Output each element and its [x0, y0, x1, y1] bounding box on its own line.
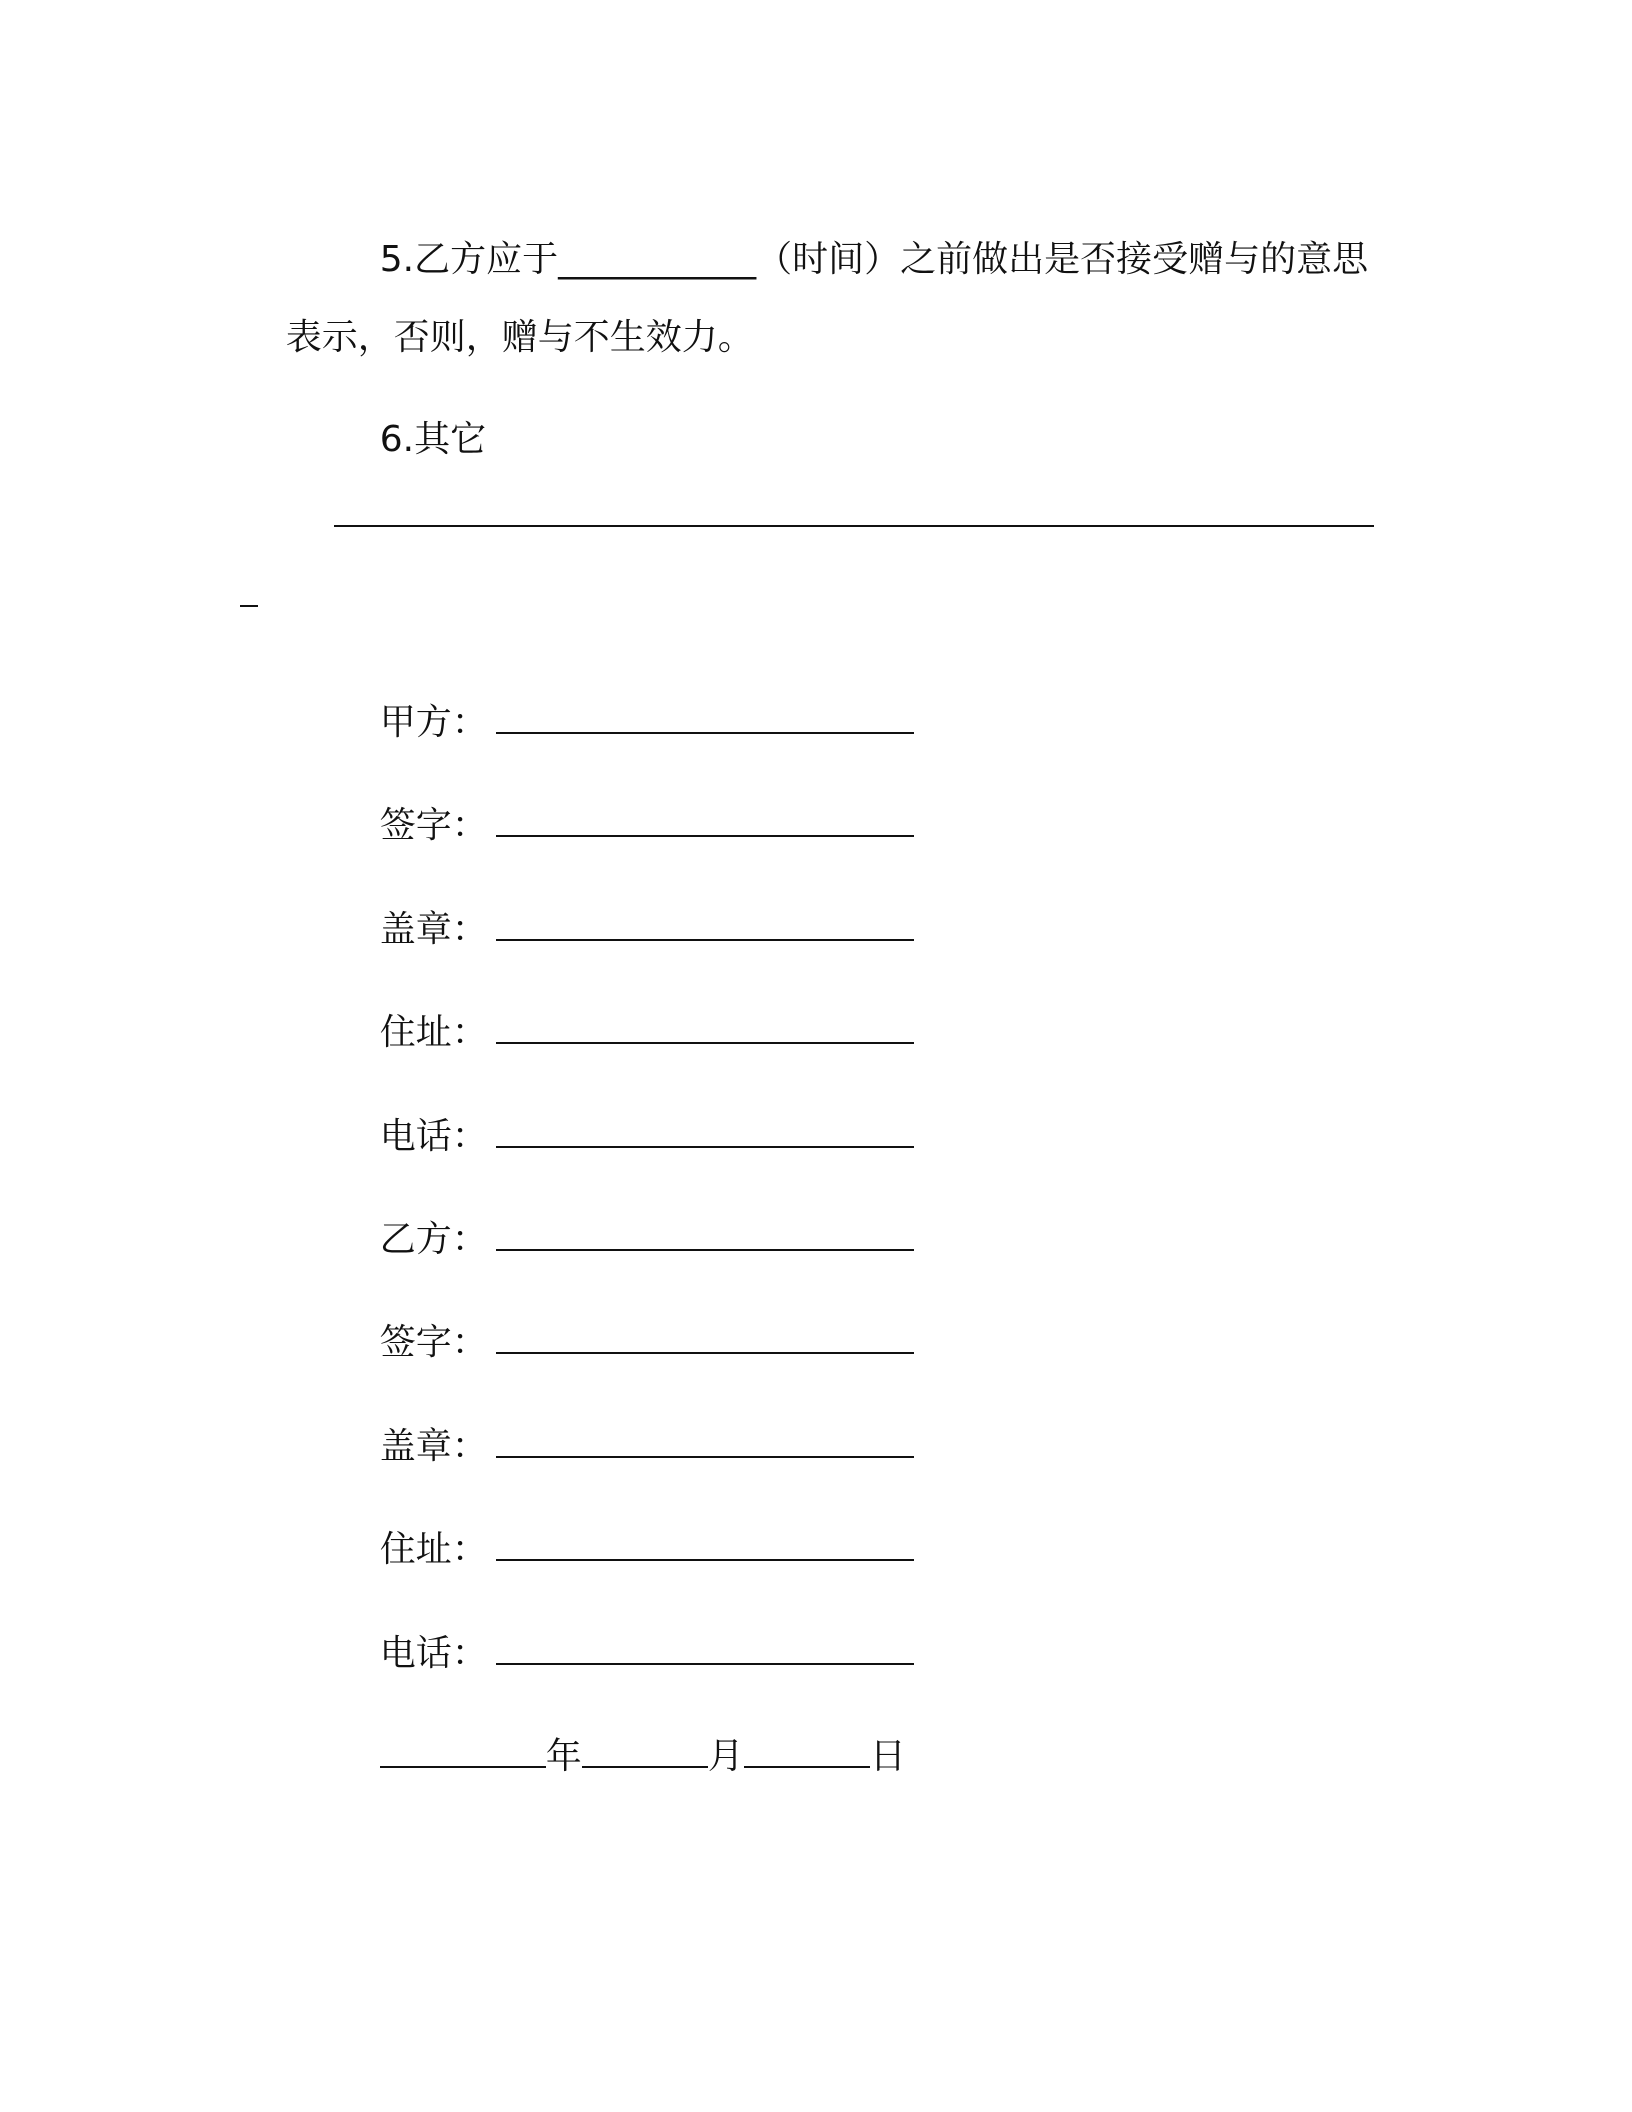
- clause-5-line-2: [240, 272, 754, 404]
- year-label: 年: [545, 1736, 582, 1777]
- date-line: [334, 1690, 906, 1823]
- party-a-phone-blank[interactable]: [496, 1114, 914, 1148]
- year-blank[interactable]: [380, 1734, 546, 1768]
- month-blank[interactable]: [582, 1734, 708, 1768]
- party-a-address-blank[interactable]: [496, 1010, 914, 1044]
- clause-5-continuation: 表示，否则，赠与不生效力。: [285, 317, 754, 358]
- party-b-seal-blank[interactable]: [496, 1424, 914, 1458]
- clause-5-time-blank[interactable]: ___________: [558, 239, 757, 280]
- party-b-seal-label: 盖章：: [379, 1426, 488, 1467]
- party-b-signature-blank[interactable]: [496, 1320, 914, 1354]
- clause-5-prefix: 5.乙方应于: [379, 239, 559, 280]
- party-b-label: 乙方：: [379, 1219, 488, 1260]
- party-b-address-blank[interactable]: [496, 1527, 914, 1561]
- party-b-phone-label: 电话：: [379, 1633, 488, 1674]
- day-label: 日: [869, 1736, 906, 1777]
- clause-5-suffix: （时间）之前做出是否接受赠与的意思: [756, 239, 1369, 280]
- party-a-phone-label: 电话：: [379, 1116, 488, 1157]
- party-a-label: 甲方：: [379, 702, 488, 743]
- party-a-signature-label: 签字：: [379, 805, 488, 846]
- clause-6-fill-rule-continuation[interactable]: [240, 605, 258, 607]
- party-a-signature-blank[interactable]: [496, 803, 914, 837]
- clause-6-heading: [334, 374, 486, 506]
- day-blank[interactable]: [744, 1734, 870, 1768]
- clause-6-heading-text: 6.其它: [379, 419, 487, 460]
- month-label: 月: [707, 1736, 744, 1777]
- party-b-phone-blank[interactable]: [496, 1631, 914, 1665]
- party-b-blank[interactable]: [496, 1217, 914, 1251]
- clause-6-fill-rule[interactable]: [334, 525, 1374, 527]
- party-b-address-label: 住址：: [379, 1529, 488, 1570]
- party-a-address-label: 住址：: [379, 1012, 488, 1053]
- party-a-seal-label: 盖章：: [379, 909, 488, 950]
- party-a-blank[interactable]: [496, 700, 914, 734]
- party-a-seal-blank[interactable]: [496, 907, 914, 941]
- party-b-signature-label: 签字：: [379, 1322, 488, 1363]
